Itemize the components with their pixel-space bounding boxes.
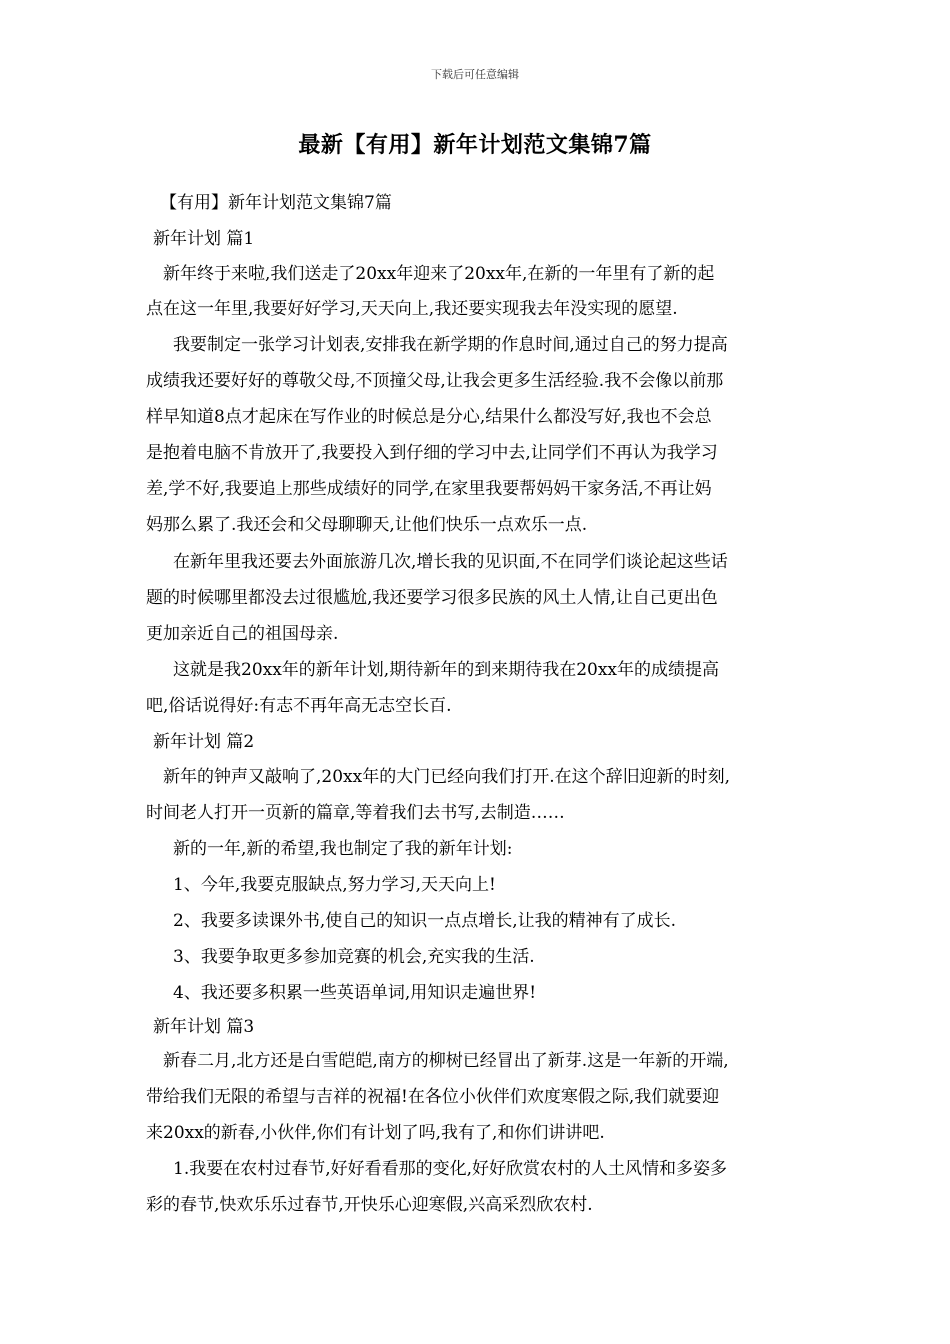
paragraph-line: 题的时候哪里都没去过很尴尬,我还要学习很多民族的风土人情,让自己更出色 bbox=[146, 588, 718, 608]
section-heading-3: 新年计划 篇3 bbox=[153, 1017, 255, 1037]
paragraph-line: 新春二月,北方还是白雪皑皑,南方的柳树已经冒出了新芽.这是一年新的开端, bbox=[163, 1051, 729, 1071]
list-item: 3、我要争取更多参加竞赛的机会,充实我的生活. bbox=[173, 947, 535, 967]
document-title: 最新【有用】新年计划范文集锦7篇 bbox=[298, 132, 652, 158]
paragraph-line: 我要制定一张学习计划表,安排我在新学期的作息时间,通过自己的努力提高 bbox=[173, 335, 728, 355]
paragraph-line: 带给我们无限的希望与吉祥的祝福!在各位小伙伴们欢度寒假之际,我们就要迎 bbox=[146, 1087, 720, 1107]
paragraph-line: 新年终于来啦,我们送走了20xx年迎来了20xx年,在新的一年里有了新的起 bbox=[163, 264, 715, 284]
paragraph-line: 1.我要在农村过春节,好好看看那的变化,好好欣赏农村的人土风情和多姿多 bbox=[173, 1159, 728, 1179]
list-item: 4、我还要多积累一些英语单词,用知识走遍世界! bbox=[173, 983, 537, 1003]
subtitle-line: 【有用】新年计划范文集锦7篇 bbox=[160, 193, 392, 213]
section-heading-2: 新年计划 篇2 bbox=[153, 732, 255, 752]
header-note: 下载后可任意编辑 bbox=[431, 68, 519, 81]
paragraph-line: 样早知道8点才起床在写作业的时候总是分心,结果什么都没写好,我也不会总 bbox=[146, 407, 712, 427]
list-item: 1、今年,我要克服缺点,努力学习,天天向上! bbox=[173, 875, 496, 895]
paragraph-line: 来20xx的新春,小伙伴,你们有计划了吗,我有了,和你们讲讲吧. bbox=[146, 1123, 605, 1143]
paragraph-line: 更加亲近自己的祖国母亲. bbox=[146, 624, 339, 644]
paragraph-line: 彩的春节,快欢乐乐过春节,开快乐心迎寒假,兴高采烈欣农村. bbox=[146, 1195, 593, 1215]
paragraph-line: 差,学不好,我要追上那些成绩好的同学,在家里我要帮妈妈干家务活,不再让妈 bbox=[146, 479, 712, 499]
list-item: 2、我要多读课外书,使自己的知识一点点增长,让我的精神有了成长. bbox=[173, 911, 677, 931]
paragraph-line: 这就是我20xx年的新年计划,期待新年的到来期待我在20xx年的成绩提高 bbox=[173, 660, 720, 680]
paragraph-line: 在新年里我还要去外面旅游几次,增长我的见识面,不在同学们谈论起这些话 bbox=[173, 552, 728, 572]
paragraph-line: 成绩我还要好好的尊敬父母,不顶撞父母,让我会更多生活经验.我不会像以前那 bbox=[146, 371, 724, 391]
paragraph-line: 妈那么累了.我还会和父母聊聊天,让他们快乐一点欢乐一点. bbox=[146, 515, 588, 535]
paragraph-line: 新的一年,新的希望,我也制定了我的新年计划: bbox=[173, 839, 513, 859]
section-heading-1: 新年计划 篇1 bbox=[153, 229, 255, 249]
paragraph-line: 点在这一年里,我要好好学习,天天向上,我还要实现我去年没实现的愿望. bbox=[146, 299, 678, 319]
paragraph-line: 吧,俗话说得好:有志不再年高无志空长百. bbox=[146, 696, 452, 716]
paragraph-line: 时间老人打开一页新的篇章,等着我们去书写,去制造…… bbox=[146, 803, 565, 823]
paragraph-line: 是抱着电脑不肯放开了,我要投入到仔细的学习中去,让同学们不再认为我学习 bbox=[146, 443, 718, 463]
paragraph-line: 新年的钟声又敲响了,20xx年的大门已经向我们打开.在这个辞旧迎新的时刻, bbox=[163, 767, 731, 787]
